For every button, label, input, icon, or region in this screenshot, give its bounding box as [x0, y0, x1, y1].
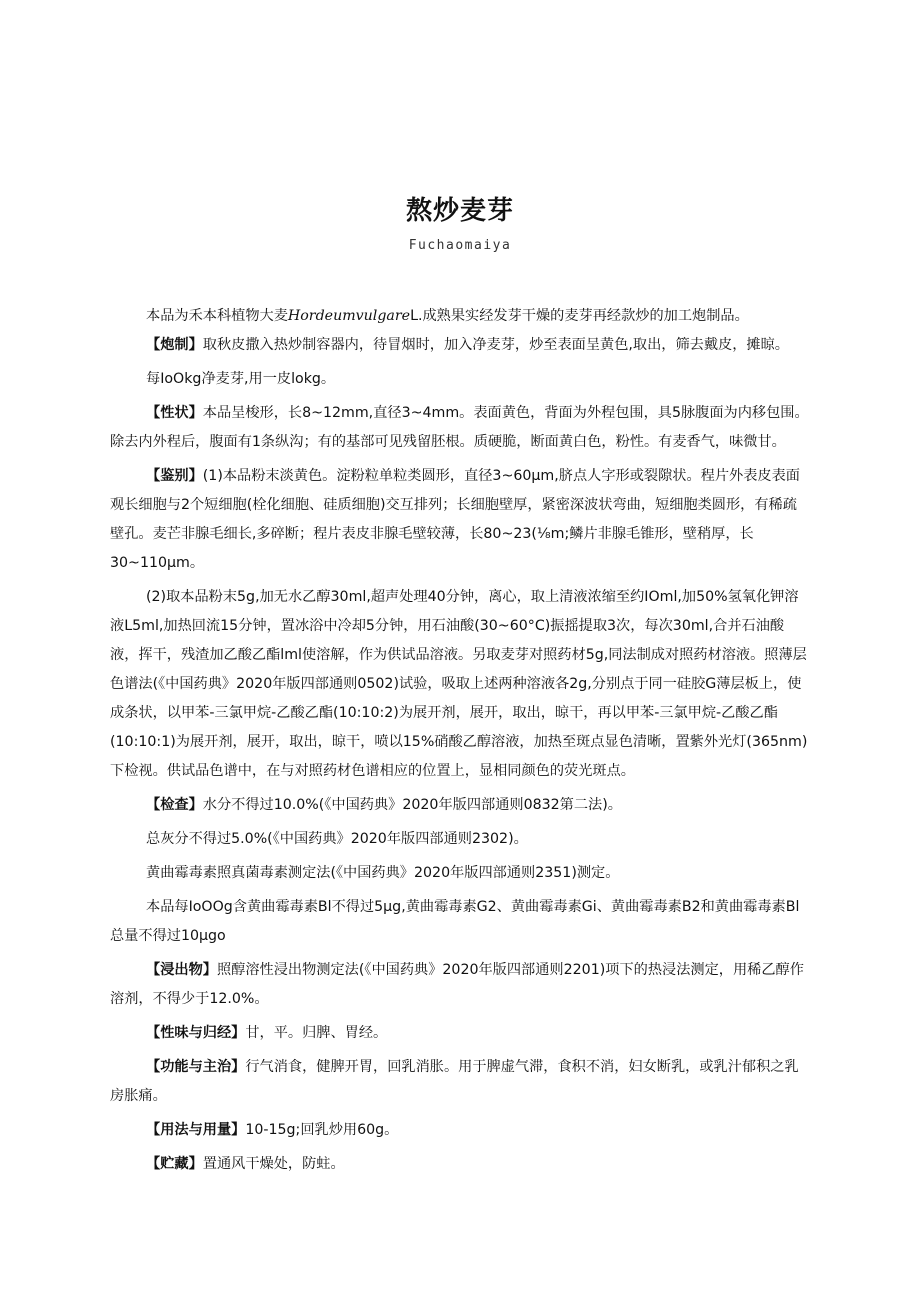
- intro-pre: 本品为禾本科植物大麦: [146, 308, 288, 324]
- paozhi-section: [110, 331, 810, 360]
- jianbie-section: [110, 462, 810, 578]
- aflatoxin-method: 黄曲霉毒素照真菌毒素测定法(《中国药典》2020年版四部通则2351)测定。: [146, 865, 620, 881]
- jinchuwu-text: 照醇溶性浸出物测定法(《中国药典》2020年版四部通则2201)项下的热浸法测定，用稀乙醇作溶剂，不得少于12.0%。: [110, 962, 804, 1007]
- yongfa-label: 【用法与用量】: [146, 1122, 246, 1138]
- jianbie-text-1: (1)本品粉末淡黄色。淀粉粒单粒类圆形，直径3~60μm,脐点人字形或裂隙状。程片外表皮表面观长细胞与2个短细胞(栓化细胞、硅质细胞)交互排列；长细胞壁厚，紧密深波状弯曲，短细胞类圆形，有稀疏壁孔。麦芒非腺毛细长,多碎断；程片表皮非腺毛壁较薄，长80~23(⅛m;鳞片非腺毛锥形，壁稍厚，长30~110μm。: [110, 468, 800, 571]
- zhucang-text: 置通风干燥处，防蛀。: [202, 1156, 345, 1172]
- xingzhuang-section: [110, 399, 810, 457]
- document-title: 熬炒麦芽: [405, 196, 514, 226]
- gongneng-label: 【功能与主治】: [146, 1059, 246, 1075]
- xingzhuang-text: 本品呈梭形，长8~12mm,直径3~4mm。表面黄色，背面为外程包围，具5脉腹面为内移包围。除去内外程后，腹面有1条纵沟；有的基部可见残留胚根。质硬脆，断面黄白色，粉性。有麦香气，味微甘。: [110, 405, 809, 450]
- xingwei-section: [110, 1019, 810, 1048]
- jiancha-section: [110, 791, 810, 820]
- pinyin-subtitle: Fuchaomaiya: [408, 238, 512, 253]
- zhucang-label: 【贮藏】: [146, 1156, 203, 1172]
- gongneng-section: [110, 1053, 810, 1111]
- jiancha-label: 【检查】: [146, 797, 203, 813]
- xingzhuang-label: 【性状】: [146, 405, 203, 421]
- paozhi-label: 【炮制】: [146, 337, 203, 353]
- jinchuwu-label: 【浸出物】: [146, 962, 217, 978]
- gongneng-text: 行气消食，健脾开胃，回乳消胀。用于脾虚气滞，食积不消，妇女断乳，或乳汁郁积之乳房胀痛。: [110, 1059, 799, 1104]
- intro-post: L.成熟果实经发芽干燥的麦芽再经款炒的加工炮制品。: [410, 308, 749, 324]
- jinchuwu-section: [110, 956, 810, 1014]
- monograph-body: [110, 302, 810, 1179]
- latin-name: Hordeumvulgare: [287, 308, 411, 324]
- xingwei-label: 【性味与归经】: [146, 1025, 246, 1041]
- jianbie-label: 【鉴别】: [146, 468, 203, 484]
- yongfa-text: 10-15g;回乳炒用60g。: [245, 1122, 399, 1138]
- yongfa-section: [110, 1116, 810, 1145]
- ash-limit: 总灰分不得过5.0%(《中国药典》2020年版四部通则2302)。: [146, 831, 528, 847]
- jianbie-text-2: (2)取本品粉末5g,加无水乙醇30ml,超声处理40分钟，离心，取上清液浓缩至约IOml,加50%氢氧化钾溶液L5ml,加热回流15分钟，置冰浴中冷却5分钟，用石油酸(30~60°C)振摇提取3次，每次30ml,合并石油酸液，挥干，残渣加乙酸乙酯lml使溶解，作为供试品溶液。另取麦芽对照药材5g,同法制成对照药材溶液。照薄层色谱法(《中国药典》2020年版四部通则0502)试验，吸取上述两种溶液各2g,分别点于同一硅胶G薄层板上，使成条状，以甲苯-三氯甲烷-乙酸乙酯(10:10:2)为展开剂，展开，取出，晾干，再以甲苯-三氯甲烷-乙酸乙酯(10:10:1)为展开剂，展开，取出，晾干，喷以15%硝酸乙醇溶液，加热至斑点显色清晰，置紫外光灯(365nm)下检视。供试品色谱中，在与对照药材色谱相应的位置上，显相同颜色的荧光斑点。: [110, 589, 808, 779]
- zhucang-section: [110, 1150, 810, 1179]
- xingwei-text: 甘，平。归脾、胃经。: [245, 1025, 388, 1041]
- paozhi-note: 每IoOkg净麦芽,用一皮lokg。: [146, 371, 336, 387]
- paozhi-text: 取秋皮撒入热炒制容器内，待冒烟时，加入净麦芽，炒至表面呈黄色,取出，筛去戴皮，摊晾。: [202, 337, 789, 353]
- jiancha-text: 水分不得过10.0%(《中国药典》2020年版四部通则0832第二法)。: [202, 797, 622, 813]
- aflatoxin-limit: 本品每IoOOg含黄曲霉毒素Bl不得过5μg,黄曲霉毒素G2、黄曲霉毒素Gi、黄曲霉毒素B2和黄曲霉毒素Bl总量不得过10μgo: [110, 899, 800, 944]
- intro-paragraph: [110, 302, 810, 331]
